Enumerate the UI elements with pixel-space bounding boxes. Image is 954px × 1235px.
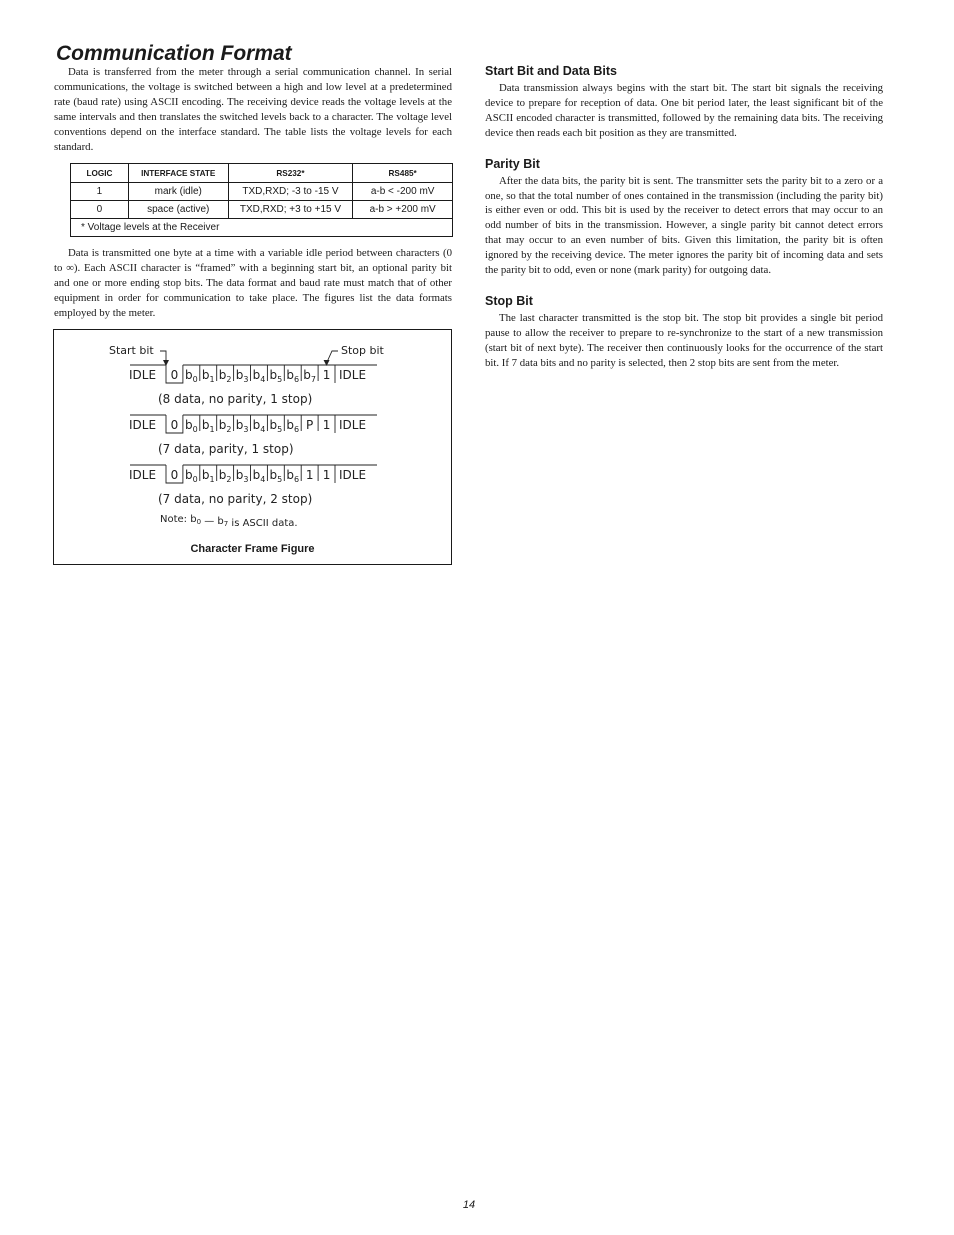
frame-caption: (7 data, no parity, 2 stop) — [158, 492, 313, 506]
table-row — [71, 201, 453, 219]
idle-label: IDLE — [339, 368, 367, 382]
intro-column — [54, 65, 452, 154]
bit-label: $b_1$ — [201, 368, 215, 384]
header-rs232: RS232* — [228, 164, 353, 183]
table-header-row — [71, 164, 453, 183]
bit-label: $b_3$ — [235, 468, 249, 484]
idle-label: IDLE — [129, 368, 157, 382]
bit-label: $b_5$ — [269, 368, 283, 384]
bit-label: $b_2$ — [218, 418, 232, 434]
voltage-levels-table — [70, 163, 453, 237]
bit-label: $b_0$ — [184, 368, 198, 384]
cell-logic: 1 — [71, 183, 129, 201]
framing-paragraph: Data is transmitted one byte at a time with a variable idle period between characters (0 to ∞). Each ASCII character is “framed” with a beginning start bit, an optional parity bit and one or more ending stop bits. The data format and baud rate must match that of other equipment in order for communication to take place. The figures list the data formats employed by the meter. — [54, 247, 452, 319]
idle-label: IDLE — [339, 468, 367, 482]
bit-label: $b_7$ — [303, 368, 317, 384]
idle-label: IDLE — [129, 418, 157, 432]
cell-logic: 0 — [71, 201, 129, 219]
section-heading: Stop Bit — [485, 293, 533, 308]
framing-column — [54, 246, 452, 321]
header-logic: LOGIC — [71, 164, 129, 183]
cell-state: space (active) — [128, 201, 228, 219]
bit-label: P — [306, 418, 314, 432]
bit-label: $b_3$ — [235, 418, 249, 434]
character-frame-figure — [53, 329, 452, 565]
bit-label: $b_6$ — [286, 468, 300, 484]
cell-rs232: TXD,RXD; +3 to +15 V — [228, 201, 353, 219]
bit-label: $b_1$ — [201, 418, 215, 434]
bit-label: $b_4$ — [252, 368, 266, 384]
bit-label: 0 — [170, 418, 179, 432]
right-column — [485, 63, 883, 371]
bit-label: 1 — [322, 418, 331, 432]
section-heading: Start Bit and Data Bits — [485, 64, 617, 78]
bit-label: $b_1$ — [201, 468, 215, 484]
intro-paragraph: Data is transferred from the meter through a serial communication channel. In serial communications, the voltage is switched between a high and low level at a predetermined rate (baud rate) using ASCII encoding. The receiving device reads the voltage levels at the same intervals and then translates the switched levels back to a character. The voltage level conventions depend on the interface standard. The table lists the voltage levels for each standard. — [54, 66, 452, 153]
section-text: The last character transmitted is the stop bit. The stop bit provides a single bit period pause to allow the receiver to prepare to re-synchronize to the start of a new transmission (start bit of next byte). The receiver then continuously looks for the occurrence of the start bit. If 7 data bits and no parity is selected, then 2 stop bits are sent from the meter. — [485, 311, 883, 369]
section-text: After the data bits, the parity bit is sent. The transmitter sets the parity bit to a zero or a one, so that the total number of ones contained in the transmission (including the parity bit) is either even or odd. This bit is used by the receiver to detect errors that may occur to an odd number of bits in the transmission. However, a single parity bit cannot detect errors that may occur to an even number of bits. Given this limitation, the parity bit is often ignored by the receiving device. The meter ignores the parity bit of incoming data and sets the parity bit to odd, even or none (mark parity) for outgoing data. — [485, 174, 883, 277]
cell-rs485: a-b < -200 mV — [353, 183, 453, 201]
bit-label: 0 — [170, 468, 179, 482]
frame-caption: (8 data, no parity, 1 stop) — [158, 392, 313, 406]
page-title: Communication Format — [56, 42, 292, 65]
bit-label: $b_6$ — [286, 368, 300, 384]
header-rs485: RS485* — [353, 164, 453, 183]
frame-diagram — [54, 330, 451, 564]
page-number: 14 — [462, 1199, 476, 1211]
section-heading: Parity Bit — [485, 156, 540, 171]
figure-caption: Character Frame Figure — [190, 543, 315, 555]
idle-label: IDLE — [129, 468, 157, 482]
ascii-note: Note: $b_0$ — $b_7$ is ASCII data. — [160, 514, 298, 529]
bit-label: $b_2$ — [218, 468, 232, 484]
section-parity-bit — [485, 156, 883, 278]
table-footnote-row — [71, 219, 453, 237]
section-text: Data transmission always begins with the start bit. The start bit signals the receiving device to prepare for reception of data. One bit period later, the least significant bit of the ASCII encoded character is transmitted, followed by the remaining data bits. The receiving device then reads each bit position as they are transmitted. — [485, 82, 883, 139]
header-interface-state: INTERFACE STATE — [128, 164, 228, 183]
bit-label: $b_4$ — [252, 468, 266, 484]
bit-label: 1 — [322, 368, 331, 382]
idle-label: IDLE — [339, 418, 367, 432]
section-start-bit — [485, 63, 883, 141]
cell-rs485: a-b > +200 mV — [353, 201, 453, 219]
table-footnote: * Voltage levels at the Receiver — [71, 219, 453, 237]
stop-bit-label: Stop bit — [341, 344, 384, 357]
bit-label: $b_5$ — [269, 468, 283, 484]
bit-label: 1 — [305, 468, 314, 482]
bit-label: 0 — [170, 368, 179, 382]
start-bit-label: Start bit — [109, 344, 154, 357]
bit-label: $b_0$ — [184, 468, 198, 484]
bit-label: $b_5$ — [269, 418, 283, 434]
table-row — [71, 183, 453, 201]
section-stop-bit — [485, 293, 883, 371]
bit-label: 1 — [322, 468, 331, 482]
cell-state: mark (idle) — [128, 183, 228, 201]
cell-rs232: TXD,RXD; -3 to -15 V — [228, 183, 353, 201]
bit-label: $b_2$ — [218, 368, 232, 384]
bit-label: $b_0$ — [184, 418, 198, 434]
bit-label: $b_6$ — [286, 418, 300, 434]
bit-label: $b_4$ — [252, 418, 266, 434]
bit-label: $b_3$ — [235, 368, 249, 384]
frame-caption: (7 data, parity, 1 stop) — [158, 442, 294, 456]
